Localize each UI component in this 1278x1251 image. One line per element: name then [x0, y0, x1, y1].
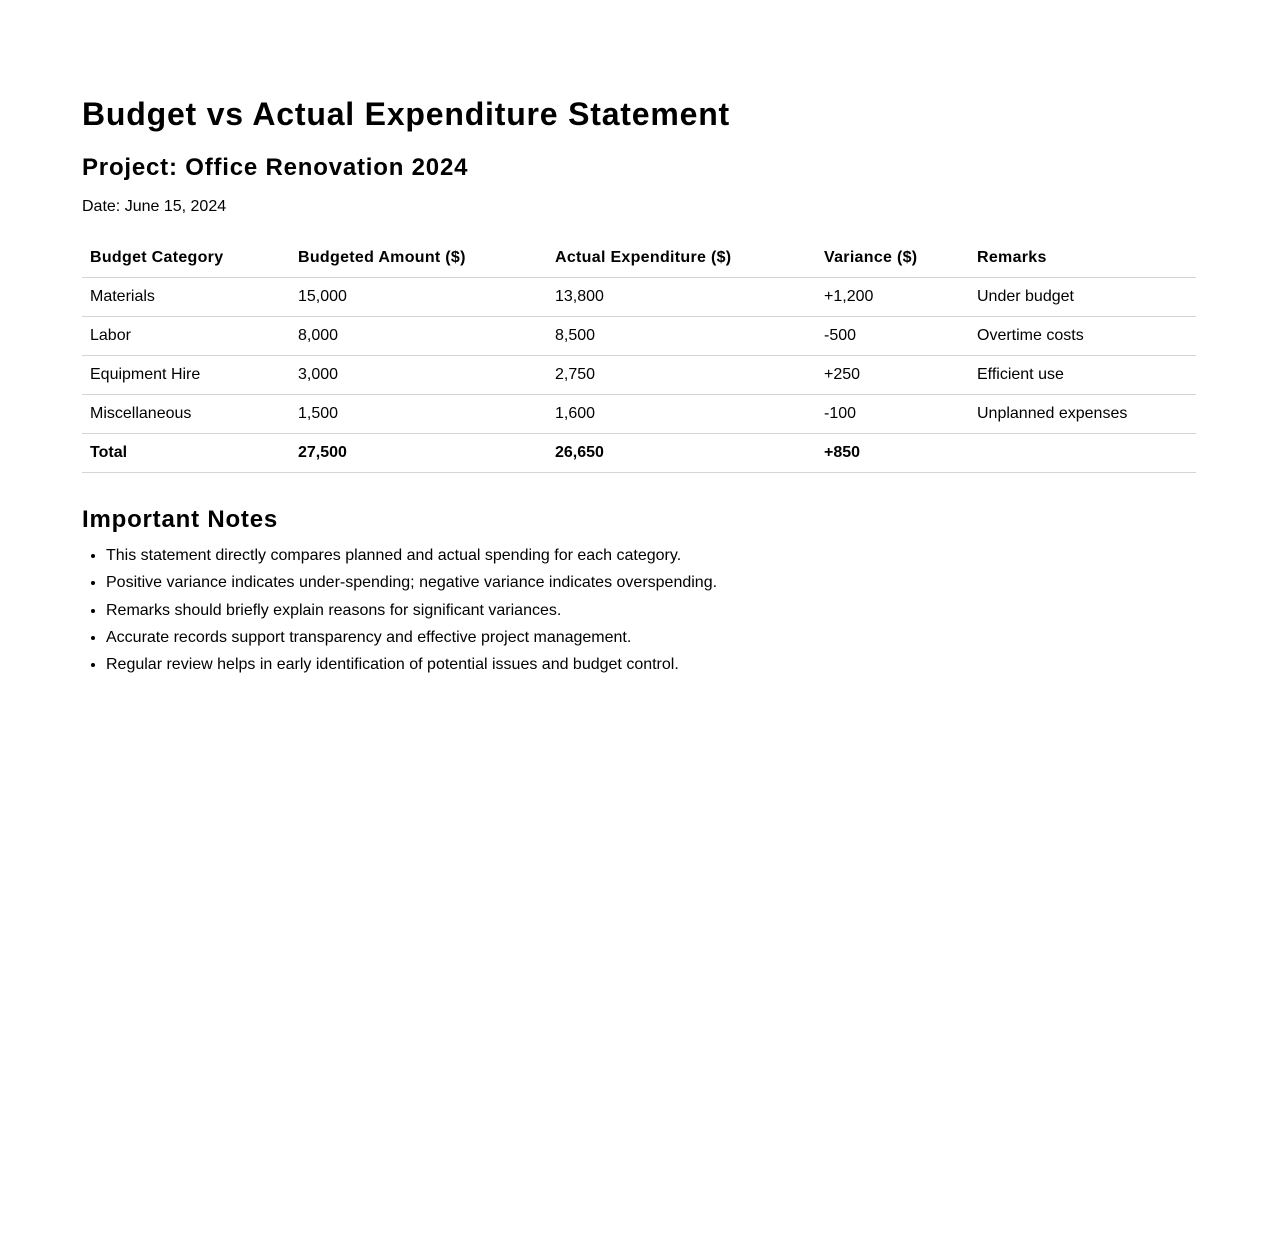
total-label: Total	[82, 434, 290, 473]
header-variance: Variance ($)	[816, 239, 969, 278]
actual-cell: 2,750	[547, 356, 816, 395]
remarks-cell: Overtime costs	[969, 317, 1196, 356]
list-item: • This statement directly compares planned and actual spending for each category.	[106, 546, 717, 565]
header-budgeted-amount: Budgeted Amount ($)	[290, 239, 547, 278]
remarks-cell: Unplanned expenses	[969, 395, 1196, 434]
actual-cell: 13,800	[547, 278, 816, 317]
category-cell: Miscellaneous	[82, 395, 290, 434]
category-cell: Labor	[82, 317, 290, 356]
category-cell: Materials	[82, 278, 290, 317]
table-row	[82, 356, 1196, 395]
header-budget-category: Budget Category	[82, 239, 290, 278]
budget-table	[82, 239, 1196, 473]
header-actual-expenditure: Actual Expenditure ($)	[547, 239, 816, 278]
list-item: • Regular review helps in early identification of potential issues and budget control.	[106, 655, 717, 674]
list-item: • Accurate records support transparency and effective project management.	[106, 628, 717, 647]
table-row	[82, 395, 1196, 434]
variance-cell: +1,200	[816, 278, 969, 317]
remarks-cell: Efficient use	[969, 356, 1196, 395]
variance-cell: -100	[816, 395, 969, 434]
actual-cell: 1,600	[547, 395, 816, 434]
total-variance: +850	[816, 434, 969, 473]
page-title: Budget vs Actual Expenditure Statement	[82, 96, 730, 132]
budgeted-cell: 15,000	[290, 278, 547, 317]
actual-cell: 8,500	[547, 317, 816, 356]
total-budgeted: 27,500	[290, 434, 547, 473]
category-cell: Equipment Hire	[82, 356, 290, 395]
budgeted-cell: 1,500	[290, 395, 547, 434]
budgeted-cell: 3,000	[290, 356, 547, 395]
notes-heading: Important Notes	[82, 506, 279, 533]
budgeted-cell: 8,000	[290, 317, 547, 356]
total-actual: 26,650	[547, 434, 816, 473]
project-name: Project: Office Renovation 2024	[82, 154, 469, 181]
total-remarks	[969, 434, 1196, 473]
header-remarks: Remarks	[969, 239, 1196, 278]
list-item: • Remarks should briefly explain reasons for significant variances.	[106, 601, 717, 620]
variance-cell: +250	[816, 356, 969, 395]
statement-date: Date: June 15, 2024	[82, 198, 227, 215]
table-header-row	[82, 239, 1196, 278]
table-row	[82, 278, 1196, 317]
list-item: • Positive variance indicates under-spending; negative variance indicates overspending.	[106, 573, 717, 592]
variance-cell: -500	[816, 317, 969, 356]
notes-list	[82, 546, 717, 682]
total-row	[82, 434, 1196, 473]
table-row	[82, 317, 1196, 356]
remarks-cell: Under budget	[969, 278, 1196, 317]
